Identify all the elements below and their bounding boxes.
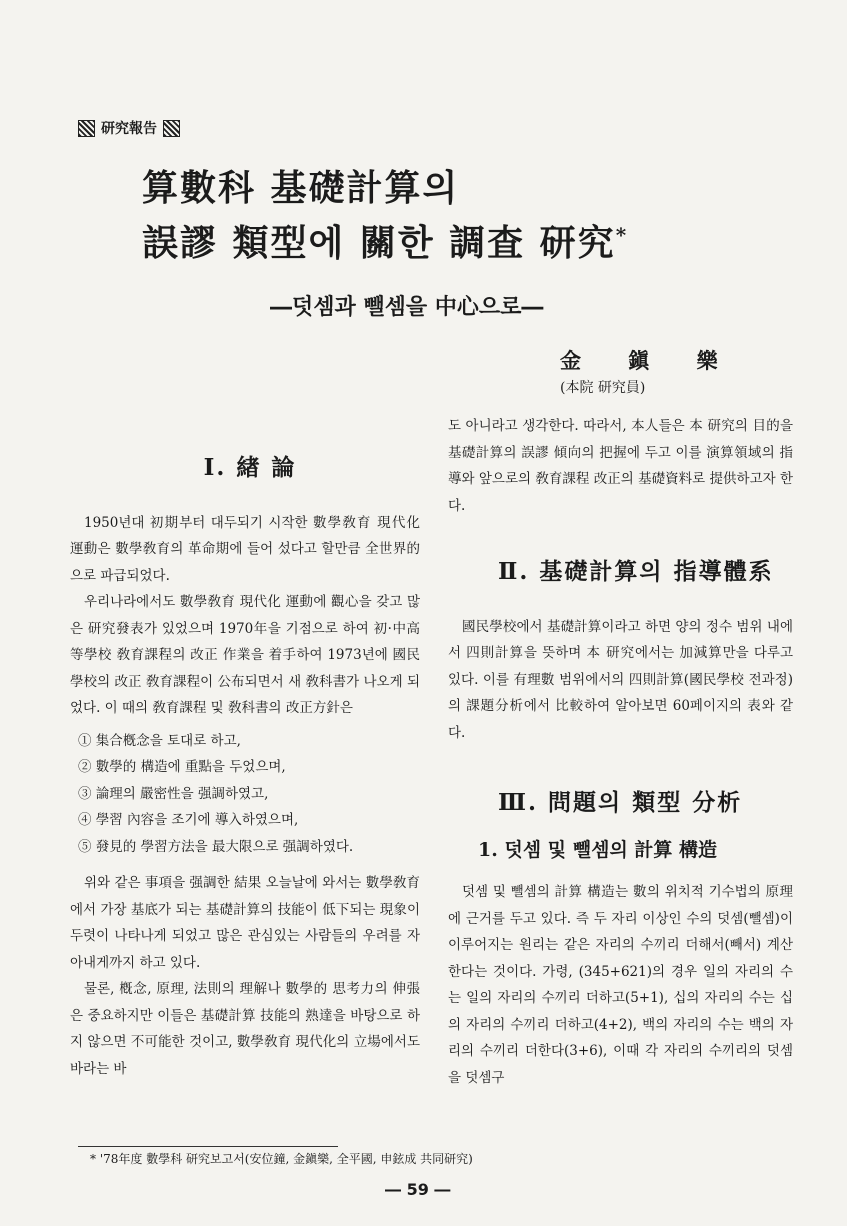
left-column: [70, 455, 420, 1082]
section-1-heading: Ⅰ. 緖 論: [203, 454, 297, 481]
paragraph: 물론, 槪念, 原理, 法則의 理解나 數學的 思考力의 伸張은 중요하지만 이들은 基礎計算 技能의 熟達을 바탕으로 하지 않으면 不可能한 것이고, 數學敎育 現代化의 立場에서도 바라는 바: [70, 981, 420, 1077]
page-number: ― 59 ―: [385, 1180, 451, 1199]
list-item: ① 集合槪念을 토대로 하고,: [78, 732, 241, 749]
hatch-box-icon: [78, 120, 95, 137]
list-item: ④ 學習 內容을 조기에 導入하였으며,: [78, 812, 299, 828]
paragraph: 덧셈 및 뺄셈의 計算 構造는 數의 위치적 기수법의 原理에 근거를 두고 있다. 즉 두 자리 이상인 수의 덧셈(뺄셈)이 이루어지는 원리는 같은 자리의 수끼리 더해서(빼서) 계산한다는 것이다. 가령, (345+621)의 경우 일의 자리의 수는 일의 자리의 수끼리 더하고(5+1), 십의 자리의 수는 십의 자리의 수끼리 더하고(4+2), 백의 자리의 수는 백의 자리의 수끼리 더한다(3+6), 이때 각 자리의 수끼리의 덧셈을 덧셈구: [448, 884, 793, 1086]
author-name: 金 鎭 樂: [560, 348, 718, 373]
paragraph: 위와 같은 事項을 强調한 結果 오늘날에 와서는 數學敎育에서 가장 基底가 되는 基礎計算의 技能이 低下되는 現象이 두렷이 나타나게 되었고 많은 관심있는 사람들의 우려를 자아내게까지 하고 있다.: [70, 875, 420, 971]
report-category-label: [78, 118, 180, 138]
paragraph: 國民學校에서 基礎計算이라고 하면 양의 정수 범위 내에서 四則計算을 뜻하며 本 研究에서는 加減算만을 다루고 있다. 이를 有理數 범위에서의 四則計算(國民學校 전과정)의 課題分析에서 比較하여 알아보면 60페이지의 表와 같다.: [448, 618, 793, 741]
title-line-2-text: 誤謬 類型에 關한 調査 研究: [142, 222, 616, 264]
title-line-2: [142, 215, 628, 266]
paragraph: 도 아니라고 생각한다. 따라서, 本人들은 本 研究의 目的을 基礎計算의 誤謬 傾向의 把握에 두고 이를 演算領域의 指導와 앞으로의 敎育課程 改正의 基礎資料로 提供하고자 한다.: [448, 418, 793, 514]
paragraph: 1950년대 初期부터 대두되기 시작한 數學敎育 現代化 運動은 數學敎育의 革命期에 들어 섰다고 할만큼 全世界的으로 파급되었다.: [70, 514, 420, 584]
hatch-box-icon: [163, 120, 180, 137]
title-footnote-mark: *: [615, 223, 629, 247]
list-item: ③ 論理의 嚴密性을 强調하였고,: [78, 785, 269, 802]
footnote-divider: [78, 1146, 338, 1147]
subtitle: ―덧셈과 뺄셈을 中心으로―: [270, 295, 544, 320]
subsection-1-heading: 1. 덧셈 및 뺄셈의 計算 構造: [478, 838, 718, 861]
author-affiliation: (本院 研究員): [560, 380, 646, 396]
policy-list: [70, 728, 420, 861]
title-line-1: 算數科 基礎計算의: [142, 167, 460, 209]
right-column: [448, 413, 793, 1091]
report-category-text: 研究報告: [101, 121, 157, 137]
section-3-heading: Ⅲ. 問題의 類型 分析: [498, 789, 743, 816]
section-2-heading: Ⅱ. 基礎計算의 指導體系: [498, 558, 774, 585]
paragraph: 우리나라에서도 數學敎育 現代化 運動에 觀心을 갖고 많은 研究發表가 있었으며 1970年을 기점으로 하여 初·中高等學校 敎育課程의 改正 作業을 着手하여 1973년에 國民學校의 改正 敎育課程이 公布되면서 새 敎科書가 나오게 되었다. 이 때의 敎育課程 및 敎科書의 改正方針은: [70, 594, 420, 716]
list-item: ⑤ 發見的 學習方法을 最大限으로 强調하였다.: [78, 838, 354, 855]
footnote: * '78年度 數學科 研究보고서(安位鐘, 金鎭樂, 全平國, 申鉉成 共同研究): [90, 1152, 473, 1166]
list-item: ② 數學的 構造에 重點을 두었으며,: [78, 759, 286, 775]
